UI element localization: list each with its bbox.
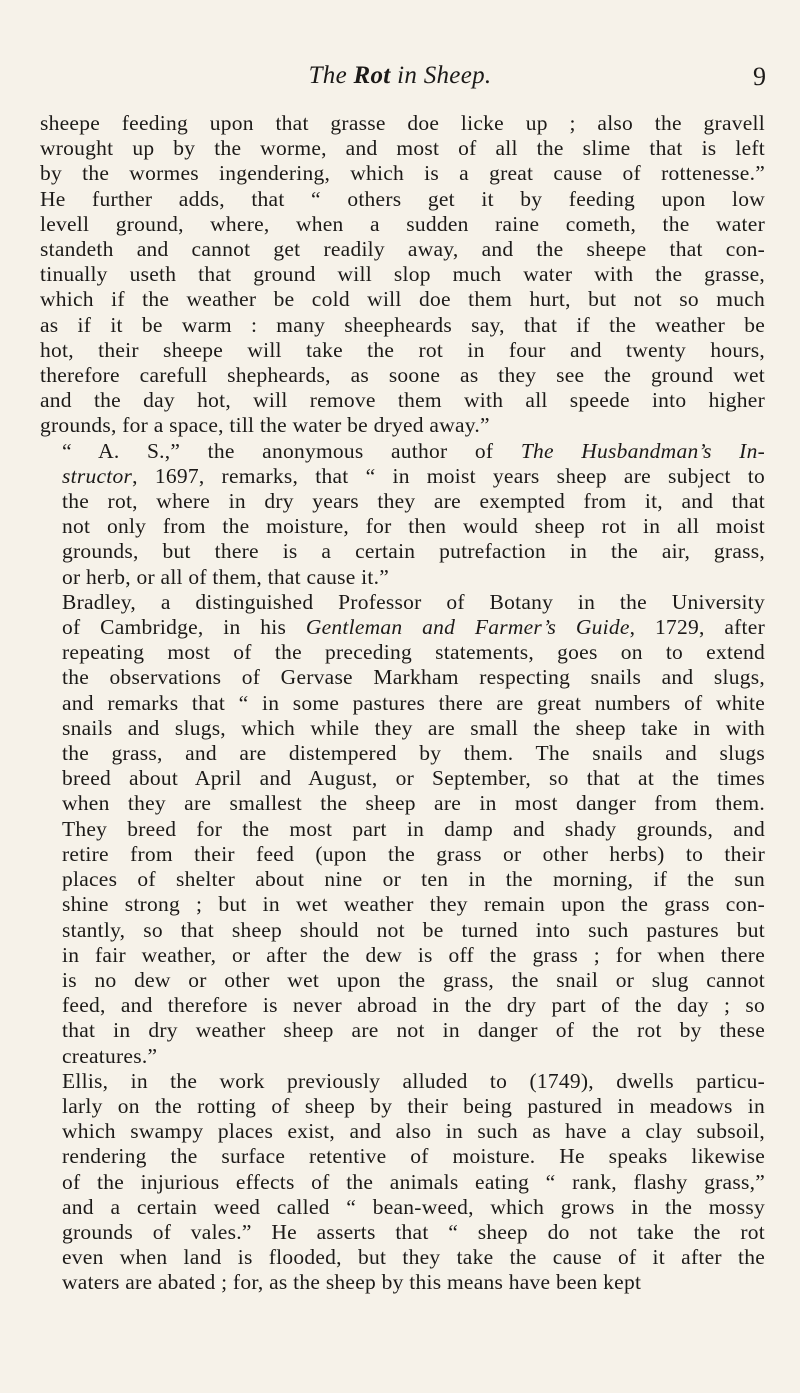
text-line: and remarks that “ in some pastures there are great numbers of white	[62, 690, 765, 715]
text-line: larly on the rotting of sheep by their being pastured in meadows in	[62, 1093, 765, 1118]
text-line: not only from the moisture, for then would sheep rot in all moist	[62, 514, 765, 539]
text-line: Ellis, in the work previously alluded to (1749), dwells particu-	[62, 1068, 765, 1093]
text-line: Bradley, a distinguished Professor of Botany in the University	[62, 589, 765, 614]
text-line: repeating most of the preceding statements, goes on to extend	[62, 640, 765, 665]
text-line: sheepe feeding upon that grasse doe licke up ; also the gravell	[40, 111, 765, 135]
text-line: feed, and therefore is never abroad in the dry part of the day ; so	[62, 993, 765, 1018]
text-line: He further adds, that “ others get it by feeding upon low	[40, 186, 765, 211]
text-line: hot, their sheepe will take the rot in four and twenty hours,	[40, 337, 765, 362]
italic-title: Gentleman and Farmer’s Guide	[305, 615, 630, 640]
paragraph	[40, 1069, 765, 1296]
italic-title: The Husbandman’s In-	[520, 438, 766, 463]
text-line: therefore carefull shepheards, as soone as they see the ground wet	[40, 363, 765, 388]
text-line: the observations of Gervase Markham respecting snails and slugs,	[62, 665, 765, 690]
text-line: shine strong ; but in wet weather they remain upon the grass con-	[62, 892, 765, 917]
running-title-part: Rot	[353, 62, 391, 89]
text-line: which if the weather be cold will doe them hurt, but not so much	[40, 287, 765, 312]
text-line: retire from their feed (upon the grass or other herbs) to their	[62, 841, 765, 866]
text-line: grounds of vales.” He asserts that “ sheep do not take the rot	[62, 1219, 765, 1244]
body-text	[40, 111, 765, 1296]
text-line: creatures.”	[62, 1043, 158, 1068]
text-line: grounds, but there is a certain putrefaction in the air, grass,	[62, 539, 765, 564]
text-line: waters are abated ; for, as the sheep by this means have been kept	[62, 1270, 642, 1295]
text-line: when they are smallest the sheep are in most danger from them.	[62, 791, 765, 816]
text-line: and the day hot, will remove them with all speede into higher	[40, 388, 765, 413]
text-line: “ A. S.,” the anonymous author of The Husbandman’s In-	[62, 438, 766, 463]
text-line: in fair weather, or after the dew is off the grass ; for when there	[62, 942, 765, 967]
text-line: and a certain weed called “ bean-weed, which grows in the mossy	[62, 1194, 765, 1219]
text-line: standeth and cannot get readily away, and the sheepe that con-	[40, 237, 765, 262]
text-line: the grass, and are distempered by them. The snails and slugs	[62, 741, 765, 766]
text-line: structor, 1697, remarks, that “ in moist years sheep are subject to	[62, 463, 765, 488]
text-line: as if it be warm : many sheepheards say, that if the weather be	[40, 312, 765, 337]
text-line: They breed for the most part in damp and shady grounds, and	[62, 816, 765, 841]
text-line: or herb, or all of them, that cause it.”	[62, 564, 390, 589]
running-title	[0, 62, 800, 90]
italic-title: structor	[62, 463, 133, 488]
paragraph	[40, 111, 765, 439]
text-line: snails and slugs, which while they are small the sheep take in with	[62, 715, 765, 740]
text-line: stantly, so that sheep should not be turned into such pastures but	[62, 917, 765, 942]
running-title-part: The	[308, 62, 354, 89]
page-number: 9	[753, 62, 766, 91]
text-line: is no dew or other wet upon the grass, the snail or slug cannot	[62, 967, 765, 992]
text-line: places of shelter about nine or ten in the morning, if the sun	[62, 867, 765, 892]
text-line: of the injurious effects of the animals eating “ rank, flashy grass,”	[62, 1169, 765, 1194]
text-line: rendering the surface retentive of moisture. He speaks likewise	[62, 1144, 765, 1169]
text-line: levell ground, where, when a sudden raine cometh, the water	[40, 211, 765, 236]
page-header	[0, 62, 800, 92]
running-title-part: in Sheep.	[390, 62, 492, 89]
text-line: which swampy places exist, and also in such as have a clay subsoil,	[62, 1119, 765, 1144]
text-line: tinually useth that ground will slop much water with the grasse,	[40, 262, 765, 287]
text-line: wrought up by the worme, and most of all the slime that is left	[40, 136, 765, 161]
paragraph	[40, 590, 765, 1069]
paragraph	[40, 439, 765, 590]
text-line: by the wormes ingendering, which is a great cause of rottenesse.”	[40, 161, 765, 186]
text-line: of Cambridge, in his Gentleman and Farmer’s Guide, 1729, after	[62, 615, 765, 640]
text-line: the rot, where in dry years they are exempted from it, and that	[62, 489, 765, 514]
text-line: even when land is flooded, but they take the cause of it after the	[62, 1245, 765, 1270]
text-line: grounds, for a space, till the water be dryed away.”	[40, 413, 490, 438]
text-line: that in dry weather sheep are not in danger of the rot by these	[62, 1018, 765, 1043]
text-line: breed about April and August, or September, so that at the times	[62, 766, 765, 791]
